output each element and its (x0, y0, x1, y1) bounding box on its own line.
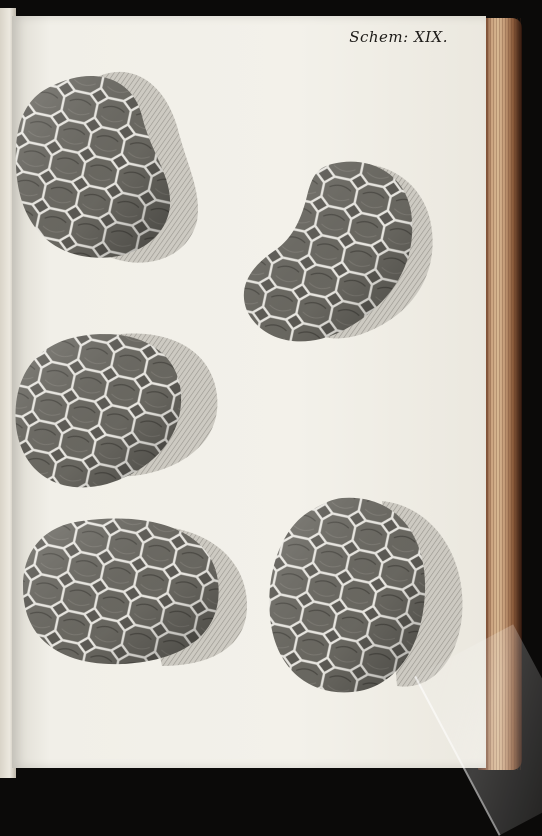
specimen-top-right (244, 162, 433, 342)
engraving-plate (12, 16, 486, 768)
specimen-middle-left (15, 334, 217, 488)
specimen-bottom-left (23, 519, 247, 667)
plate-label: Schem: XIX. (349, 28, 448, 46)
specimen-bottom-right (269, 498, 462, 693)
book-page (12, 16, 486, 768)
specimen-top-left (16, 72, 198, 263)
